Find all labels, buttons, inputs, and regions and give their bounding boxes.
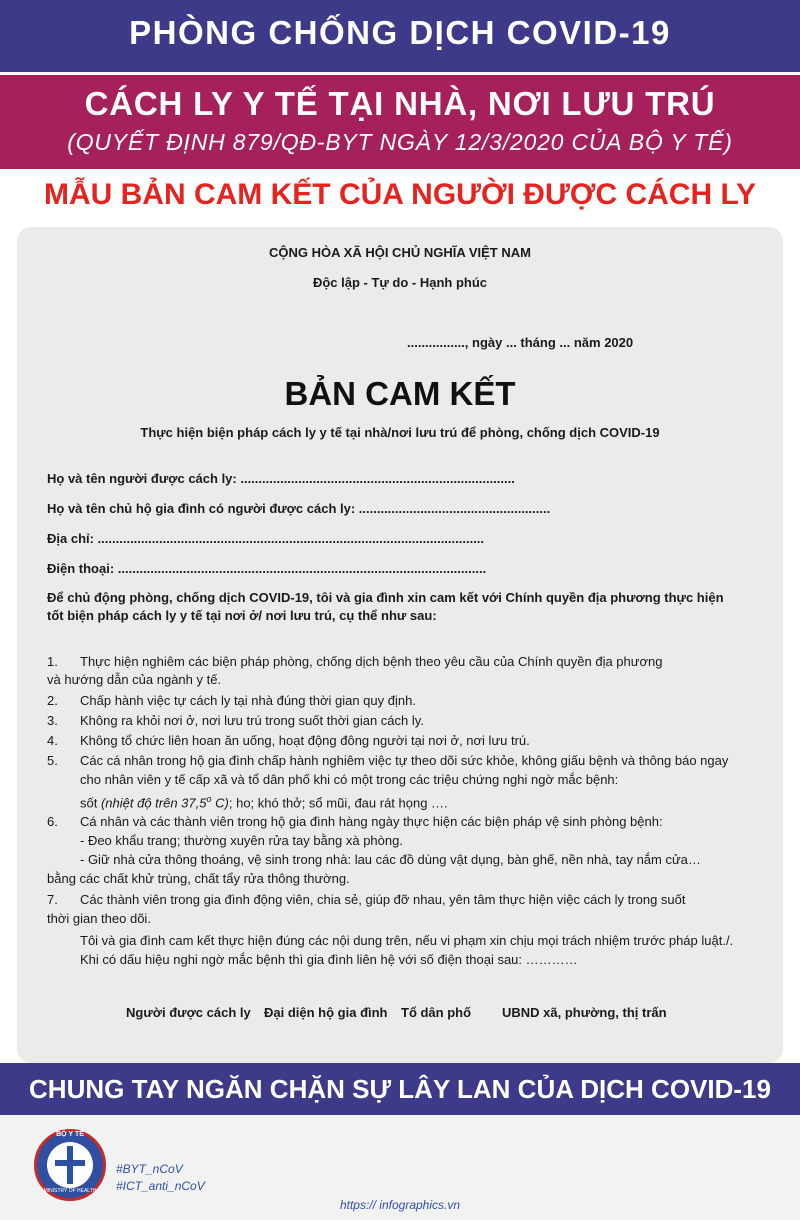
motto: Độc lập - Tự do - Hạnh phúc: [312, 275, 488, 290]
signature-neighborhood: Tổ dân phố: [401, 1005, 472, 1020]
item-5-line-2: cho nhân viên y tế cấp xã và tổ dân phố khi có một trong các triệu chứng nghi ngờ mắc bệnh:: [80, 772, 619, 787]
ministry-of-health-logo: [34, 1129, 106, 1201]
item-number: 7.: [47, 892, 58, 907]
nation-heading: CỘNG HÒA XÃ HỘI CHỦ NGHĨA VIỆT NAM: [269, 245, 531, 260]
degree-sign: o: [206, 794, 212, 804]
item-6-line-2: - Đeo khẩu trang; thường xuyên rửa tay bằng xà phòng.: [80, 833, 403, 848]
item-number: 3.: [47, 713, 58, 728]
main-banner: [0, 75, 800, 169]
item-1-line-1: Thực hiện nghiêm các biện pháp phòng, chống dịch bệnh theo yêu cầu của Chính quyền địa phương: [80, 654, 663, 669]
closing-line-1: Tôi và gia đình cam kết thực hiện đúng các nội dung trên, nếu vi phạm xin chịu mọi trách nhiệm trước pháp luật./.: [80, 933, 734, 948]
slogan: CHUNG TAY NGĂN CHẶN SỰ LÂY LAN CỦA DỊCH COVID-19: [29, 1074, 771, 1104]
signature-household: Đại diện hộ gia đình: [264, 1005, 388, 1020]
item-4: Không tổ chức liên hoan ăn uống, hoạt động đông người tại nơi ở, nơi lưu trú.: [80, 733, 530, 748]
item-number: 5.: [47, 753, 58, 768]
item-5-text: sốt: [80, 795, 101, 811]
commitment-subtitle: Thực hiện biện pháp cách ly y tế tại nhà/nơi lưu trú để phòng, chống dịch COVID-19: [140, 425, 660, 440]
field-household-head: Họ và tên chủ hộ gia đình có người được cách ly: .....................................................: [47, 501, 551, 516]
item-number: 1.: [47, 654, 58, 669]
bottom-banner: [0, 1063, 800, 1115]
logo-cross: [55, 1160, 85, 1166]
item-3: Không ra khỏi nơi ở, nơi lưu trú trong suốt thời gian cách ly.: [80, 713, 424, 728]
item-7-line-2: thời gian theo dõi.: [47, 911, 151, 926]
field-name: Họ và tên người được cách ly: ............................................................................: [47, 471, 515, 486]
field-address: Địa chỉ: ...........................................................................................................: [47, 531, 485, 546]
source-link[interactable]: https:// infographics.vn: [339, 1198, 461, 1212]
signature-person: Người được cách ly: [126, 1005, 251, 1020]
intro-line-1: Để chủ động phòng, chống dịch COVID-19, tôi và gia đình xin cam kết với Chính quyền địa phương thực hiện: [47, 590, 724, 605]
top-banner: [0, 0, 800, 72]
item-number: 4.: [47, 733, 58, 748]
hashtag-byt: #BYT_nCoV: [116, 1162, 183, 1176]
item-6-line-3: - Giữ nhà cửa thông thoáng, vệ sinh trong nhà: lau các đồ dùng vật dụng, bàn ghế, nền nhà, tay nắm cửa…: [80, 852, 701, 867]
item-5-line-1: Các cá nhân trong hộ gia đình chấp hành nghiêm việc tự theo dõi sức khỏe, không giấu bệnh và thông báo ngay: [80, 753, 729, 768]
item-5-unit: C): [211, 795, 229, 811]
form-title: MẪU BẢN CAM KẾT CỦA NGƯỜI ĐƯỢC CÁCH LY: [43, 178, 757, 211]
item-6-line-1: Cá nhân và các thành viên trong hộ gia đình hàng ngày thực hiện các biện pháp vệ sinh phòng bệnh:: [80, 814, 663, 829]
logo-top-text: BỘ Y TẾ: [56, 1131, 84, 1138]
main-title: CÁCH LY Y TẾ TẠI NHÀ, NƠI LƯU TRÚ: [84, 85, 716, 122]
item-1-line-2: và hướng dẫn của ngành y tế.: [47, 672, 222, 687]
item-6-line-4: bằng các chất khử trùng, chất tẩy rửa thông thường.: [47, 871, 350, 886]
commitment-title: BẢN CAM KẾT: [284, 375, 516, 412]
signature-commune: UBND xã, phường, thị trấn: [502, 1005, 667, 1020]
decision-reference: (QUYẾT ĐỊNH 879/QĐ-BYT NGÀY 12/3/2020 CỦA BỘ Y TẾ): [67, 129, 733, 155]
item-number: 2.: [47, 693, 58, 708]
item-5-line-3: [80, 790, 448, 812]
hashtag-ict: #ICT_anti_nCoV: [116, 1179, 205, 1193]
item-7-line-1: Các thành viên trong gia đình động viên, chia sẻ, giúp đỡ nhau, yên tâm thực hiện việc cách ly trong suốt: [80, 892, 686, 907]
item-2: Chấp hành việc tự cách ly tại nhà đúng thời gian quy định.: [80, 693, 416, 708]
item-5-symptoms: ; ho; khó thở; sổ mũi, đau rát họng ….: [228, 795, 448, 811]
intro-line-2: tốt biện pháp cách ly y tế tại nơi ở/ nơi lưu trú, cụ thể như sau:: [47, 608, 437, 623]
date-line: ................, ngày ... tháng ... năm 2020: [407, 335, 634, 350]
item-number: 6.: [47, 814, 58, 829]
closing-line-2: Khi có dấu hiệu nghi ngờ mắc bệnh thì gia đình liên hệ với số điện thoại sau: …………: [80, 952, 578, 967]
item-5-temperature: (nhiệt độ trên 37,5: [100, 795, 207, 811]
logo-bottom-text: MINISTRY OF HEALTH: [43, 1188, 97, 1194]
field-phone: Điện thoại: ......................................................................................................: [47, 561, 487, 576]
top-title: PHÒNG CHỐNG DỊCH COVID-19: [129, 14, 671, 51]
